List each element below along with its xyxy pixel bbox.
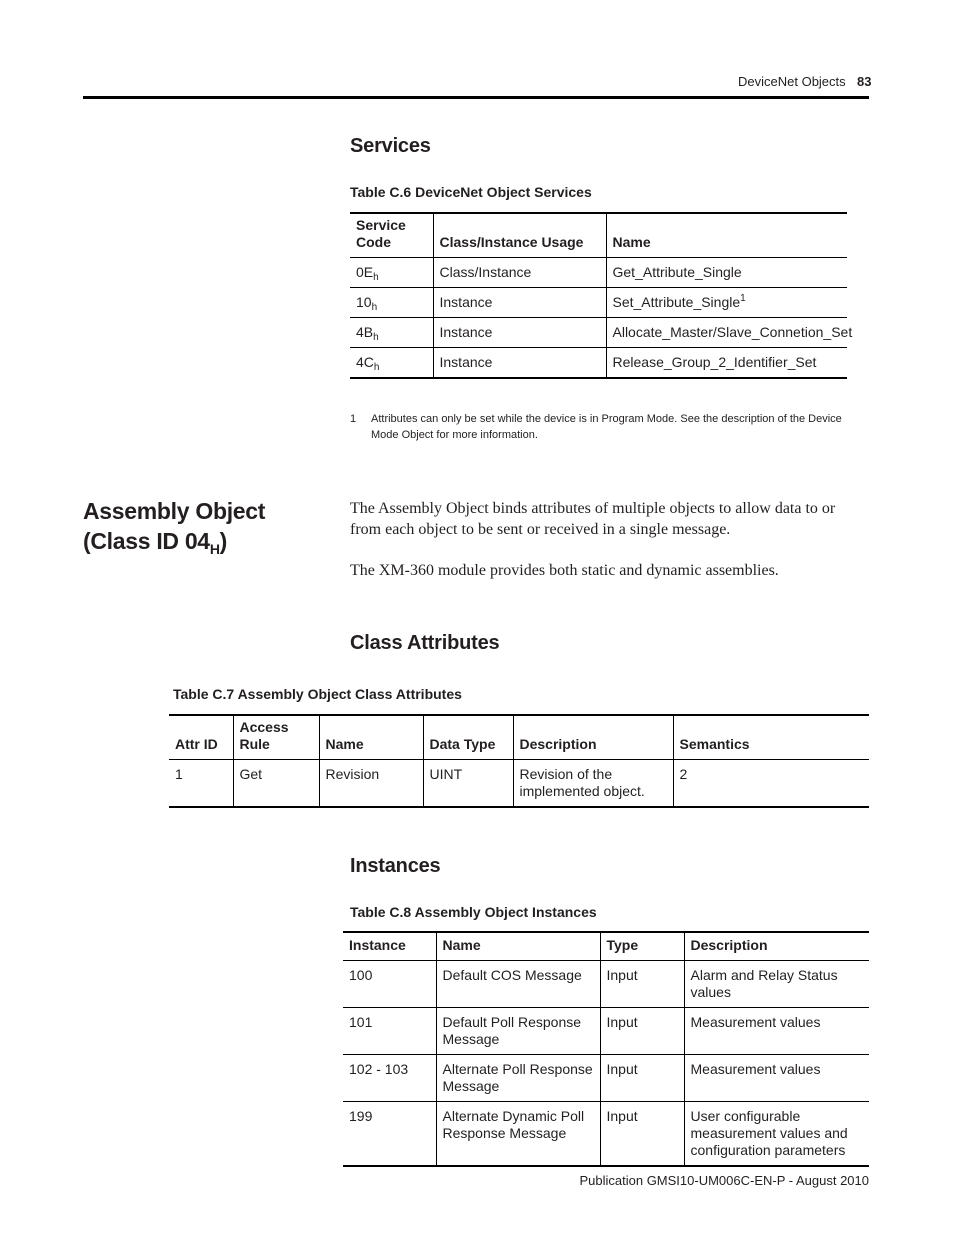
table-row <box>169 759 869 807</box>
service-code-cell: $0E_h$ <box>350 257 433 287</box>
table-row <box>350 347 847 378</box>
assembly-title-line1: Assembly Object <box>83 498 266 524</box>
service-name-cell: Release_Group_2_Identifier_Set <box>606 347 847 378</box>
table-cell: 101 <box>343 1007 436 1054</box>
footnote-number: 1 <box>350 413 357 425</box>
table-cell: Input <box>600 1054 684 1101</box>
col-usage: Class/Instance Usage <box>433 213 606 257</box>
service-name-cell: Set_Attribute_Single$^1$ <box>606 287 847 317</box>
table-cell: Default Poll Response Message <box>436 1007 600 1054</box>
table-cell: User configurable measurement values and configuration parameters <box>684 1101 869 1166</box>
table-cell: 1 <box>175 765 183 782</box>
table-row <box>343 1054 869 1101</box>
table-cell: Revision of the implemented object. <box>513 759 673 807</box>
assembly-title-line2: (Class ID $04_H$) <box>83 528 227 557</box>
table-cell: 2 <box>673 759 869 807</box>
table-c8-caption: Table C.8 Assembly Object Instances <box>350 904 597 920</box>
table-row <box>350 257 847 287</box>
table-cell: Input <box>600 1101 684 1166</box>
footnote-text: Attributes can only be set while the device is in Program Mode. See the description of the Device Mode Object for more information. <box>371 413 842 441</box>
col-service-code: Service Code <box>350 213 433 257</box>
class-attributes-heading: Class Attributes <box>350 632 500 654</box>
table-cell: Input <box>600 960 684 1007</box>
instances-heading: Instances <box>350 855 441 877</box>
table-cell: UINT <box>423 759 513 807</box>
table-row <box>350 317 847 347</box>
table-cell: 199 <box>349 1107 373 1124</box>
table-c7-caption: Table C.7 Assembly Object Class Attributes <box>173 686 462 702</box>
col-access-rule: Access Rule <box>233 715 319 759</box>
col-semantics: Semantics <box>673 715 869 759</box>
col-instance: Instance <box>343 932 436 960</box>
table-cell: 102 - 103 <box>343 1054 436 1101</box>
header-rule <box>83 96 869 99</box>
usage-cell: Instance <box>433 317 606 347</box>
col-instance-description: Description <box>684 932 869 960</box>
footnote-ref: 1 <box>740 292 746 304</box>
usage-cell: Instance <box>433 347 606 378</box>
assembly-paragraph-1: The Assembly Object binds attributes of multiple objects to allow data to or from each object to be sent or received in a single message. <box>350 500 836 538</box>
col-attr-name: Name <box>319 715 423 759</box>
table-row <box>343 1101 869 1166</box>
col-attr-id: Attr ID <box>169 715 233 759</box>
service-code-cell: $10_h$ <box>350 287 433 317</box>
col-name: Name <box>606 213 847 257</box>
col-data-type: Data Type <box>423 715 513 759</box>
table-cell: Alarm and Relay Status values <box>684 960 869 1007</box>
col-description: Description <box>513 715 673 759</box>
service-code-cell: $4B_h$ <box>350 317 433 347</box>
class-attributes-table <box>169 714 869 808</box>
table-row <box>343 1007 869 1054</box>
services-heading: Services <box>350 135 431 157</box>
assembly-title <box>83 496 265 556</box>
table-cell: 100 <box>343 960 436 1007</box>
running-header-section: DeviceNet Objects <box>738 74 846 89</box>
col-type: Type <box>600 932 684 960</box>
publication-footer: Publication GMSI10-UM006C-EN-P - August 2010 <box>579 1173 869 1188</box>
service-name-cell: Get_Attribute_Single <box>606 257 847 287</box>
table-cell: Alternate Poll Response Message <box>436 1054 600 1101</box>
assembly-paragraph-2: The XM-360 module provides both static and dynamic assemblies. <box>350 562 779 579</box>
col-instance-name: Name <box>436 932 600 960</box>
table-cell: Input <box>600 1007 684 1054</box>
table-cell: Measurement values <box>684 1007 869 1054</box>
usage-cell: Class/Instance <box>433 257 606 287</box>
table-row <box>350 287 847 317</box>
service-code-cell: $4C_h$ <box>356 353 380 373</box>
page-number: 83 <box>857 74 872 89</box>
table-cell: Measurement values <box>684 1054 869 1101</box>
table-cell: Alternate Dynamic Poll Response Message <box>436 1101 600 1166</box>
instances-table <box>343 931 869 1167</box>
table-c6-caption: Table C.6 DeviceNet Object Services <box>350 184 592 200</box>
usage-cell: Instance <box>433 287 606 317</box>
table-row <box>343 960 869 1007</box>
table-cell: Get <box>233 759 319 807</box>
services-table <box>350 212 853 379</box>
table-cell: Revision <box>319 759 423 807</box>
table-cell: Default COS Message <box>436 960 600 1007</box>
service-name-cell: Allocate_Master/Slave_Connetion_Set <box>606 317 847 347</box>
